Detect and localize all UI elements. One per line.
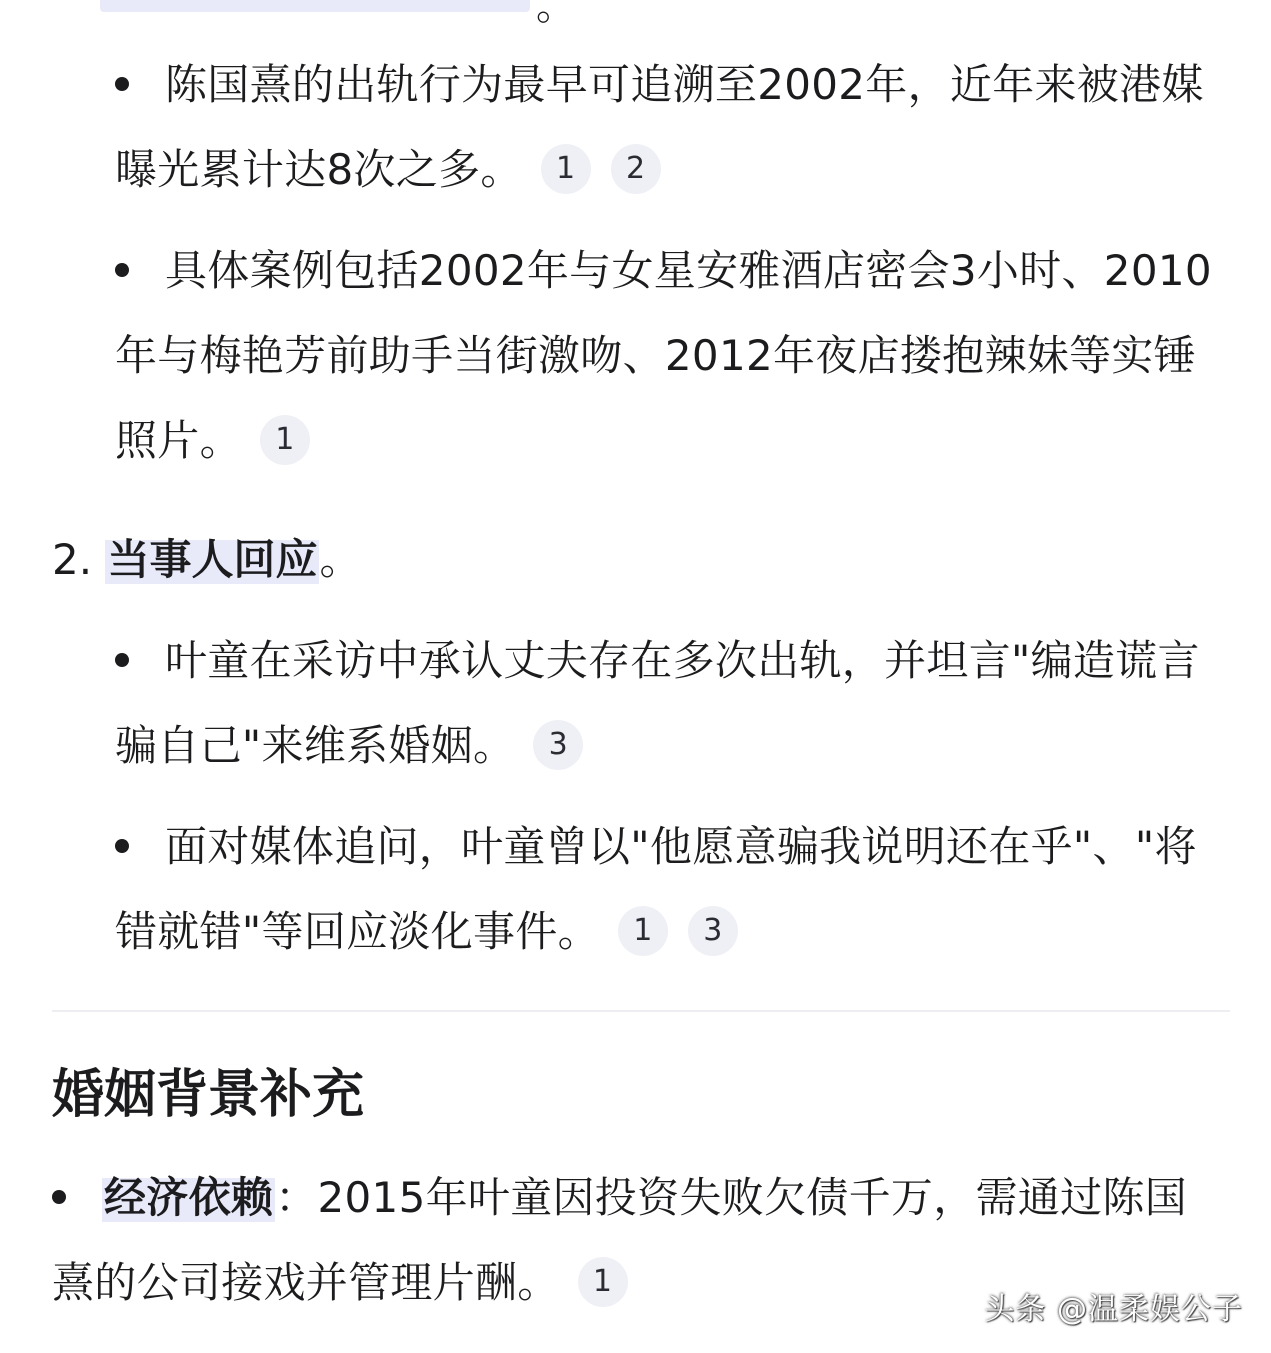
list-item (115, 618, 1215, 788)
bullet-text: 叶童在采访中承认丈夫存在多次出轨，并坦言"编造谎言骗自己"来维系婚姻。 (115, 636, 1200, 770)
bullet-dot-icon (115, 77, 129, 91)
bullet-dot-icon (115, 263, 129, 277)
bullet-text: 2015年叶童因投资失败欠债千万，需通过陈国熹的公司接戏并管理片酬。 (52, 1173, 1188, 1307)
numbered-heading (52, 520, 361, 600)
bullet-dot-icon (115, 839, 129, 853)
bullet-text: 具体案例包括2002年与女星安雅酒店密会3小时、2010年与梅艳芳前助手当街激吻、2012年夜店搂抱辣妹等实锤照片。 (115, 246, 1212, 465)
citation-badge[interactable]: 1 (541, 144, 591, 194)
heading-tail-punct: 。 (536, 0, 576, 29)
highlighted-term-cut (100, 0, 530, 12)
section-divider (52, 1010, 1230, 1012)
bullet-dot-icon (115, 653, 129, 667)
bullet-dot-icon (52, 1190, 66, 1204)
citation-badge[interactable]: 3 (688, 906, 738, 956)
citation-badge[interactable]: 1 (578, 1257, 628, 1307)
section-heading: 婚姻背景补充 (52, 1065, 365, 1125)
label-separator: ： (275, 1173, 318, 1222)
citation-badge[interactable]: 3 (533, 720, 583, 770)
bullet-text: 面对媒体追问，叶童曾以"他愿意骗我说明还在乎"、"将错就错"等回应淡化事件。 (115, 822, 1197, 956)
source-watermark: 头条 @温柔娱公子 (984, 1292, 1243, 1327)
citation-badge[interactable]: 1 (618, 906, 668, 956)
bullet-text: 陈国熹的出轨行为最早可追溯至2002年，近年来被港媒曝光累计达8次之多。 (115, 60, 1204, 194)
citation-badge[interactable]: 1 (260, 415, 310, 465)
list-number: 2. (52, 535, 93, 584)
heading-tail-punct: 。 (319, 535, 362, 584)
list-item (115, 228, 1215, 483)
list-item (115, 804, 1215, 974)
highlighted-term[interactable]: 当事人回应 (107, 535, 318, 584)
list-item (115, 42, 1215, 212)
citation-badge[interactable]: 2 (611, 144, 661, 194)
highlighted-term[interactable]: 经济依赖 (104, 1173, 274, 1222)
